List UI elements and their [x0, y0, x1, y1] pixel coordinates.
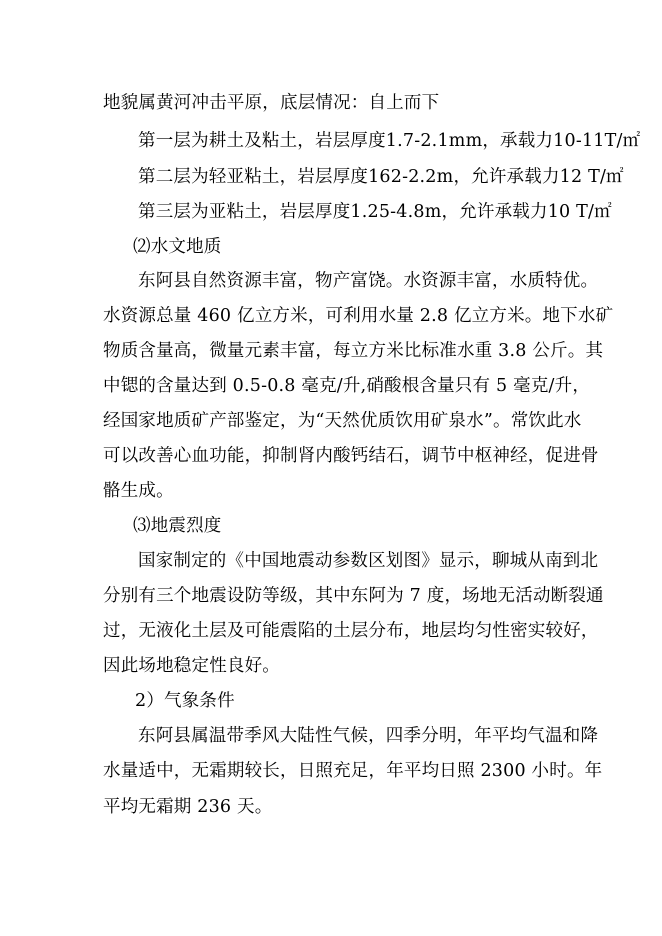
section-heading-seismic-intensity: ⑶地震烈度	[133, 516, 222, 536]
paragraph-line: 东阿县属温带季风大陆性气候，四季分明，年平均气温和降	[138, 726, 599, 746]
paragraph-line-layer-3: 第三层为亚粘土，岩层厚度1.25-4.8m，允许承载力10 T/㎡	[138, 202, 612, 222]
paragraph-line: 经国家地质矿产部鉴定，为“天然优质饮用矿泉水”。常饮此水	[103, 411, 582, 431]
paragraph-line: 可以改善心血功能，抑制肾内酸钙结石，调节中枢神经，促进骨	[103, 446, 599, 466]
paragraph-line: 物质含量高，微量元素丰富，每立方米比标准水重 3.8 公斤。其	[103, 341, 604, 361]
paragraph-line-landform: 地貌属黄河冲击平原，底层情况：自上而下	[103, 93, 440, 113]
paragraph-line: 平均无霜期 236 天。	[103, 797, 273, 817]
paragraph-line: 水资源总量 460 亿立方米，可利用水量 2.8 亿立方米。地下水矿	[103, 306, 614, 326]
paragraph-line: 东阿县自然资源丰富，物产富饶。水资源丰富，水质特优。	[138, 271, 599, 291]
paragraph-line: 分别有三个地震设防等级，其中东阿为 7 度，场地无活动断裂通	[103, 586, 604, 606]
paragraph-line-layer-2: 第二层为轻亚粘土，岩层厚度162-2.2m，允许承载力12 T/㎡	[138, 167, 624, 187]
paragraph-line: 国家制定的《中国地震动参数区划图》显示，聊城从南到北	[138, 551, 599, 571]
paragraph-line: 中锶的含量达到 0.5-0.8 毫克/升,硝酸根含量只有 5 毫克/升，	[103, 376, 591, 396]
paragraph-line: 过，无液化土层及可能震陷的土层分布，地层均匀性密实较好，	[103, 621, 599, 641]
paragraph-line: 水量适中，无霜期较长，日照充足，年平均日照 2300 小时。年	[103, 761, 603, 781]
paragraph-line-layer-1: 第一层为耕土及粘土，岩层厚度1.7-2.1mm，承载力10-11T/㎡	[138, 131, 641, 151]
paragraph-line: 因此场地稳定性良好。	[103, 656, 280, 676]
section-heading-hydrogeology: ⑵水文地质	[133, 237, 222, 257]
paragraph-line: 骼生成。	[103, 481, 174, 501]
section-heading-climate: 2）气象条件	[135, 691, 235, 711]
